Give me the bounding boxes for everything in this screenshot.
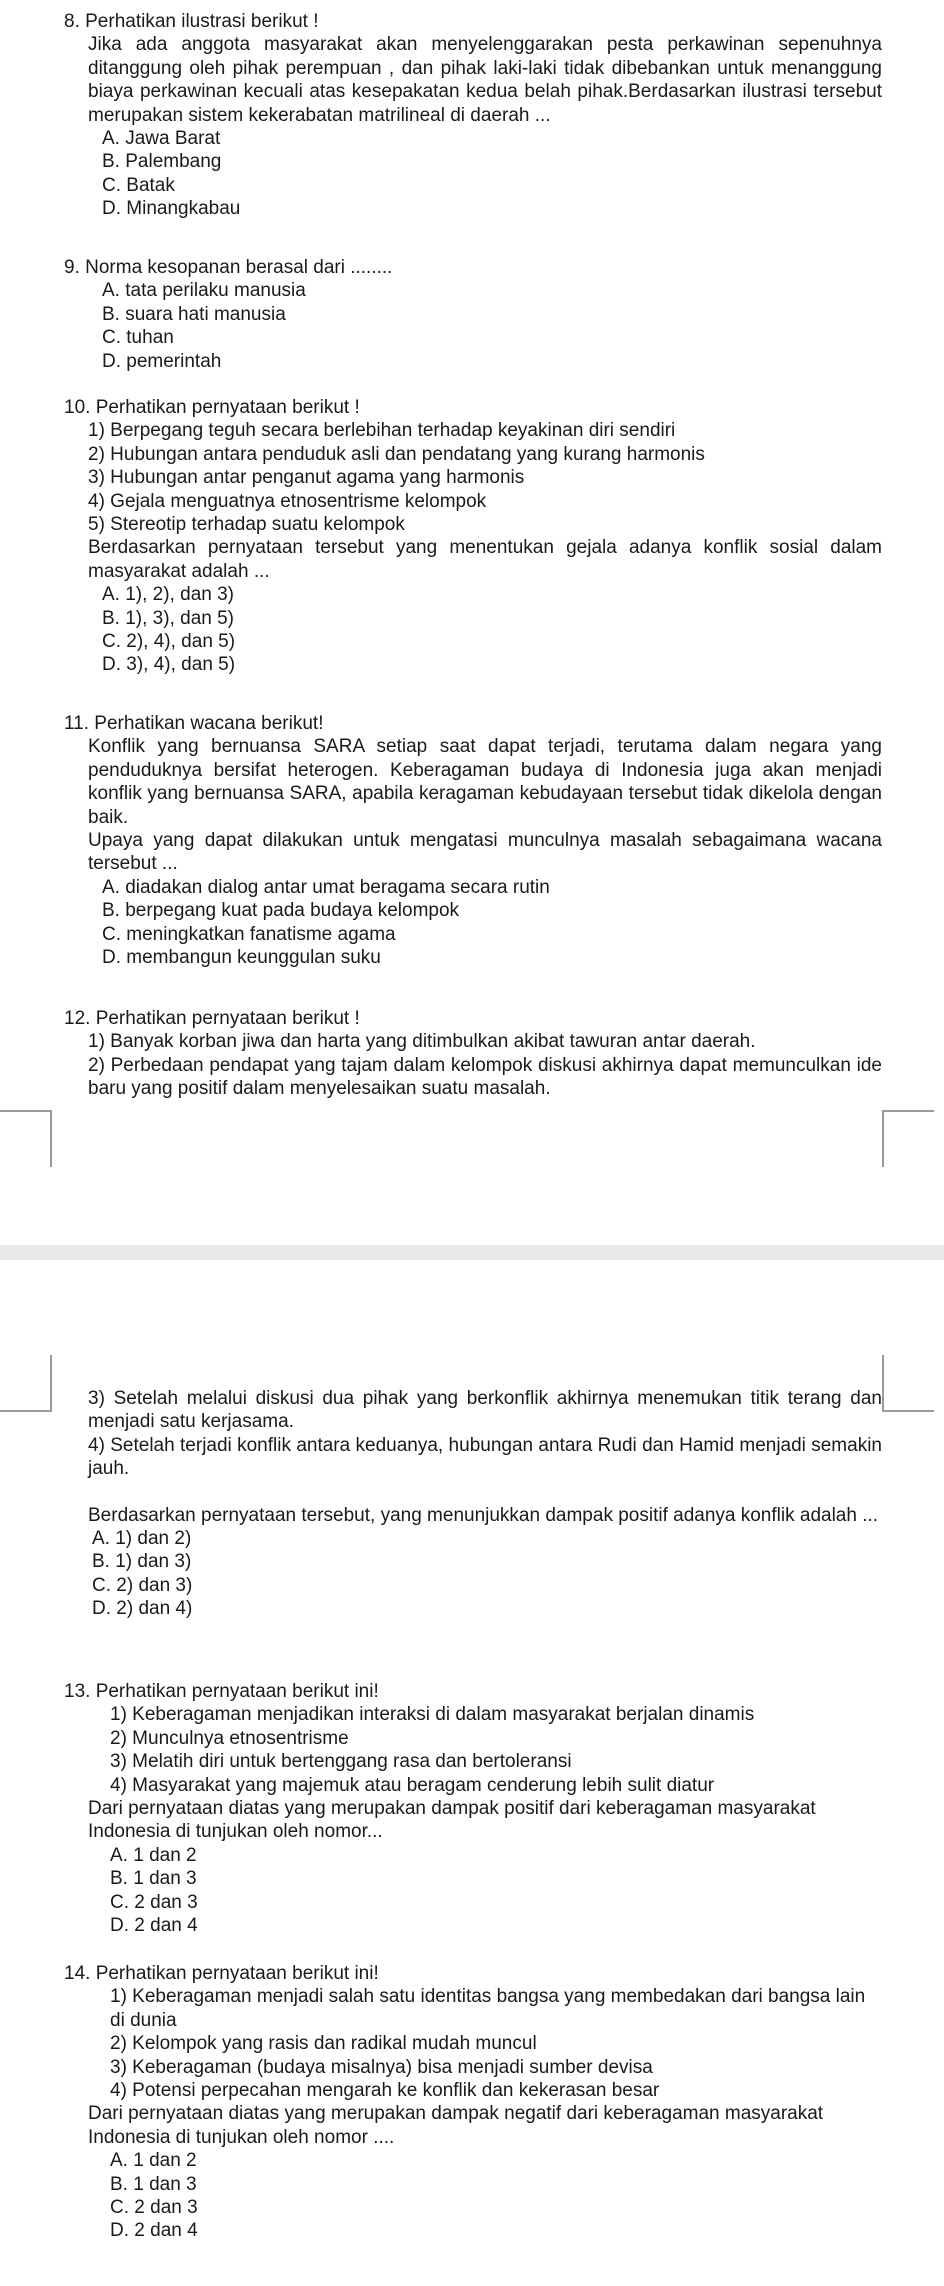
- option-d: D. 3), 4), dan 5): [102, 654, 236, 676]
- option-c: C. 2 dan 3: [110, 2197, 198, 2219]
- statement-2: 2) Perbedaan pendapat yang tajam dalam kelompok diskusi akhirnya dapat memunculkan ide baru yang positif dalam menyelesaikan suatu masalah.: [88, 1054, 882, 1100]
- question-12-part-2: [88, 1387, 882, 1621]
- option-a: A. 1 dan 2: [110, 2150, 197, 2172]
- question-10-text: Berdasarkan pernyataan tersebut yang menentukan gejala adanya konflik sosial dalam masyarakat adalah ...: [88, 537, 882, 582]
- option-a: A. 1), 2), dan 3): [102, 584, 235, 606]
- question-11-passage: Konflik yang bernuansa SARA setiap saat dapat terjadi, terutama dalam negara yang penduduknya bersifat heterogen. Keberagaman budaya di Indonesia juga akan menjadi konflik yang bernuansa SARA, apabila keragaman kebudayaan tersebut tidak dikelola dengan baik.: [88, 736, 882, 828]
- statement-3: 3) Keberagaman (budaya misalnya) bisa menjadi sumber devisa: [110, 2056, 653, 2078]
- crop-mark: [882, 1110, 934, 1167]
- statement-4: 4) Potensi perpecahan mengarah ke konflik dan kekerasan besar: [110, 2080, 660, 2102]
- statement-4: 4) Setelah terjadi konflik antara keduanya, hubungan antara Rudi dan Hamid menjadi semakin jauh.: [88, 1434, 882, 1480]
- crop-mark: [0, 1110, 52, 1167]
- statement-3: 3) Hubungan antar penganut agama yang harmonis: [88, 467, 525, 489]
- option-c: C. meningkatkan fanatisme agama: [102, 923, 396, 945]
- option-a: A. tata perilaku manusia: [102, 280, 306, 302]
- option-c: C. 2), 4), dan 5): [102, 631, 236, 653]
- option-a: A. 1) dan 2): [92, 1528, 192, 1550]
- statement-2: 2) Kelompok yang rasis dan radikal mudah muncul: [110, 2033, 537, 2055]
- statement-2: 2) Munculnya etnosentrisme: [110, 1727, 349, 1749]
- statement-2: 2) Hubungan antara penduduk asli dan pendatang yang kurang harmonis: [88, 443, 705, 465]
- statement-5: 5) Stereotip terhadap suatu kelompok: [88, 514, 405, 536]
- question-12-header: 12. Perhatikan pernyataan berikut !: [64, 1008, 360, 1029]
- option-d: D. Minangkabau: [102, 198, 241, 220]
- option-d: D. pemerintah: [102, 350, 222, 372]
- option-d: D. 2 dan 4: [110, 2220, 198, 2242]
- option-b: B. suara hati manusia: [102, 303, 286, 325]
- statement-3: 3) Setelah melalui diskusi dua pihak yang berkonflik akhirnya menemukan titik terang dan menjadi satu kerjasama.: [88, 1388, 882, 1433]
- crop-mark: [882, 1355, 934, 1412]
- question-12-text: Berdasarkan pernyataan tersebut, yang menunjukkan dampak positif adanya konflik adalah ...: [88, 1504, 879, 1526]
- option-c: C. tuhan: [102, 327, 174, 349]
- page-2: [0, 1260, 944, 2286]
- statement-4: 4) Masyarakat yang majemuk atau beragam cenderung lebih sulit diatur: [110, 1774, 715, 1796]
- statement-1: 1) Berpegang teguh secara berlebihan terhadap keyakinan diri sendiri: [88, 420, 676, 442]
- statement-1: 1) Keberagaman menjadi salah satu identitas bangsa yang membedakan dari bangsa lain di dunia: [110, 1986, 866, 2031]
- option-a: A. diadakan dialog antar umat beragama secara rutin: [102, 876, 550, 898]
- option-a: A. 1 dan 2: [110, 1844, 197, 1866]
- option-b: B. Palembang: [102, 151, 222, 173]
- option-b: B. 1 dan 3: [110, 1868, 197, 1890]
- option-d: D. 2 dan 4: [110, 1915, 198, 1937]
- question-14-header: 14. Perhatikan pernyataan berikut ini!: [64, 1963, 379, 1984]
- question-8: [64, 10, 882, 221]
- question-8-header: 8. Perhatikan ilustrasi berikut !: [64, 11, 319, 32]
- question-10: [64, 396, 882, 677]
- option-d: D. membangun keunggulan suku: [102, 947, 381, 969]
- option-c: C. 2) dan 3): [92, 1574, 193, 1596]
- question-9: [64, 256, 882, 373]
- question-11: [64, 712, 882, 969]
- option-a: A. Jawa Barat: [102, 128, 221, 150]
- option-b: B. 1 dan 3: [110, 2173, 197, 2195]
- question-11-text: Upaya yang dapat dilakukan untuk mengatasi munculnya masalah sebagaimana wacana tersebut ...: [88, 830, 882, 875]
- question-13-text: Dari pernyataan diatas yang merupakan dampak positif dari keberagaman masyarakat Indonesia di tunjukan oleh nomor...: [88, 1798, 816, 1843]
- question-13: [64, 1680, 882, 1937]
- statement-1: 1) Banyak korban jiwa dan harta yang ditimbulkan akibat tawuran antar daerah.: [88, 1031, 756, 1053]
- question-9-header: 9. Norma kesopanan berasal dari ........: [64, 257, 393, 278]
- option-b: B. berpegang kuat pada budaya kelompok: [102, 900, 460, 922]
- option-c: C. 2 dan 3: [110, 1891, 198, 1913]
- option-b: B. 1) dan 3): [92, 1551, 192, 1573]
- question-11-header: 11. Perhatikan wacana berikut!: [64, 713, 324, 734]
- option-b: B. 1), 3), dan 5): [102, 607, 235, 629]
- statement-1: 1) Keberagaman menjadikan interaksi di dalam masyarakat berjalan dinamis: [110, 1704, 755, 1726]
- page-gap: [0, 1245, 944, 1260]
- question-8-text: Jika ada anggota masyarakat akan menyelenggarakan pesta perkawinan sepenuhnya ditanggung oleh pihak perempuan , dan pihak laki-laki tidak dibebankan untuk menanggung biaya perkawinan kecuali atas kesepakatan kedua belah pihak.Berdasarkan ilustrasi tersebut merupakan sistem kekerabatan matrilineal di daerah ...: [88, 34, 882, 126]
- question-10-header: 10. Perhatikan pernyataan berikut !: [64, 397, 360, 418]
- question-12-part-1: [64, 1007, 882, 1101]
- question-14-text: Dari pernyataan diatas yang merupakan dampak negatif dari keberagaman masyarakat Indonesia di tunjukan oleh nomor ....: [88, 2103, 824, 2148]
- question-13-header: 13. Perhatikan pernyataan berikut ini!: [64, 1681, 379, 1702]
- question-14: [64, 1962, 882, 2243]
- statement-3: 3) Melatih diri untuk bertenggang rasa dan bertoleransi: [110, 1751, 572, 1773]
- option-c: C. Batak: [102, 174, 175, 196]
- crop-mark: [0, 1355, 52, 1412]
- statement-4: 4) Gejala menguatnya etnosentrisme kelompok: [88, 490, 487, 512]
- option-d: D. 2) dan 4): [92, 1598, 193, 1620]
